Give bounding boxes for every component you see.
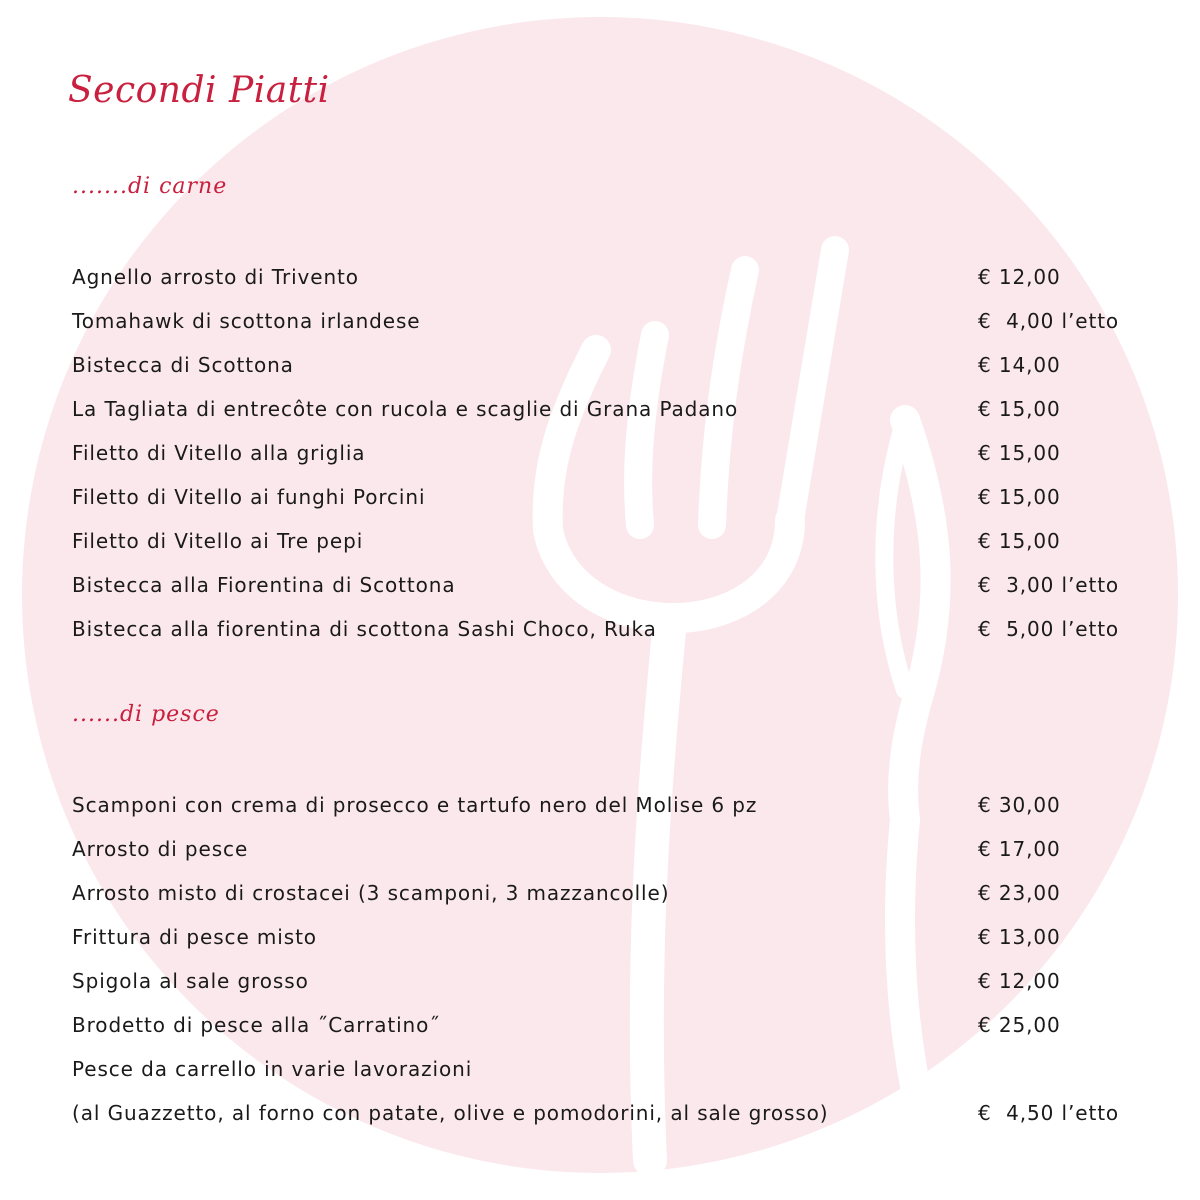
dish-name: Filetto di Vitello alla griglia (72, 441, 366, 465)
menu-item (72, 790, 1152, 834)
dish-name: Arrosto misto di crostacei (3 scamponi, 3 mazzancolle) (72, 881, 670, 905)
menu-item (72, 834, 1152, 878)
dish-price: € 30,00 (978, 793, 1061, 817)
dish-price: € 15,00 (978, 529, 1061, 553)
dish-name: Spigola al sale grosso (72, 969, 309, 993)
menu-item (72, 1054, 1152, 1098)
dish-name: Agnello arrosto di Trivento (72, 265, 359, 289)
dish-name: Frittura di pesce misto (72, 925, 317, 949)
menu-item (72, 614, 1152, 658)
dish-name: Bistecca di Scottona (72, 353, 294, 377)
dish-name: Arrosto di pesce (72, 837, 249, 861)
menu-item (72, 922, 1152, 966)
menu-item (72, 526, 1152, 570)
dish-price: € 25,00 (978, 1013, 1061, 1037)
dish-name: Pesce da carrello in varie lavorazioni (72, 1057, 473, 1081)
dish-name: Scamponi con crema di prosecco e tartufo nero del Molise 6 pz (72, 793, 758, 817)
dish-name: Bistecca alla fiorentina di scottona Sashi Choco, Ruka (72, 617, 657, 641)
section-heading-carne: .......di carne (72, 174, 228, 199)
dish-price: € 4,00 l’etto (978, 309, 1120, 333)
dish-price: € 5,00 l’etto (978, 617, 1120, 641)
menu-item (72, 878, 1152, 922)
dish-price: € 4,50 l’etto (978, 1101, 1120, 1125)
dish-price: € 3,00 l’etto (978, 573, 1120, 597)
menu-item (72, 350, 1152, 394)
dish-price: € 15,00 (978, 397, 1061, 421)
dish-name: Brodetto di pesce alla ˝Carratino˝ (72, 1013, 441, 1037)
menu-item (72, 394, 1152, 438)
dish-price: € 15,00 (978, 485, 1061, 509)
dish-price: € 13,00 (978, 925, 1061, 949)
menu-list-pesce (72, 790, 1152, 1142)
dish-price: € 12,00 (978, 969, 1061, 993)
section-heading-pesce: ......di pesce (72, 702, 220, 727)
dish-name: Filetto di Vitello ai funghi Porcini (72, 485, 426, 509)
dish-price: € 14,00 (978, 353, 1061, 377)
dish-price: € 12,00 (978, 265, 1061, 289)
menu-item (72, 570, 1152, 614)
dish-price: € 23,00 (978, 881, 1061, 905)
dish-name: Tomahawk di scottona irlandese (72, 309, 421, 333)
dish-name: Filetto di Vitello ai Tre pepi (72, 529, 364, 553)
menu-item (72, 262, 1152, 306)
dish-price: € 15,00 (978, 441, 1061, 465)
menu-item (72, 482, 1152, 526)
dish-name: La Tagliata di entrecôte con rucola e scaglie di Grana Padano (72, 397, 739, 421)
menu-item (72, 966, 1152, 1010)
page-title: Secondi Piatti (68, 70, 330, 111)
menu-item (72, 1098, 1152, 1142)
dish-price: € 17,00 (978, 837, 1061, 861)
dish-name: (al Guazzetto, al forno con patate, olive e pomodorini, al sale grosso) (72, 1101, 829, 1125)
menu-list-carne (72, 262, 1152, 658)
menu-item (72, 306, 1152, 350)
dish-name: Bistecca alla Fiorentina di Scottona (72, 573, 456, 597)
menu-item (72, 1010, 1152, 1054)
menu-item (72, 438, 1152, 482)
